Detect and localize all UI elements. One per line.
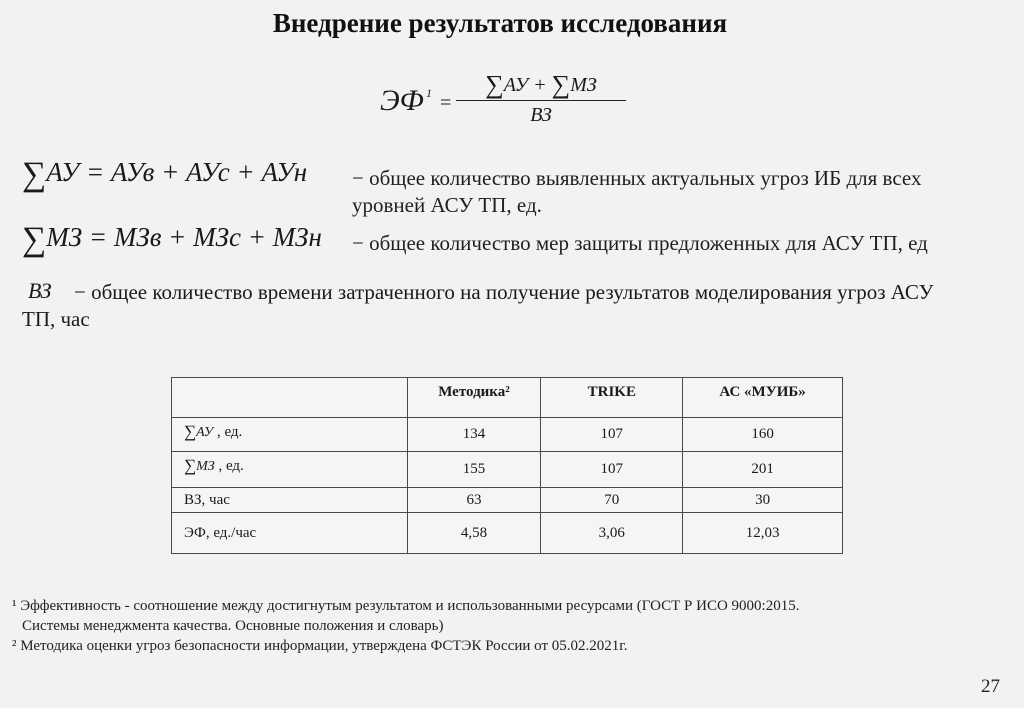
- table-row: [172, 488, 843, 513]
- table-row: [172, 513, 843, 554]
- table-row: [172, 452, 843, 488]
- vz-definition-text: − общее количество времени затраченного на получение результатов моделирования угроз АСУ ТП, час: [22, 280, 934, 331]
- table-header-cell: Методика²: [407, 378, 541, 418]
- sum-icon: ∑: [485, 70, 504, 99]
- table-cell: 30: [683, 488, 843, 513]
- mz-sum-formula-body: МЗ = МЗв + МЗс + МЗн: [46, 222, 322, 252]
- table-cell: 63: [407, 488, 541, 513]
- formula-lhs-footnote-mark: 1: [426, 86, 432, 100]
- formula-equals: =: [440, 92, 452, 114]
- row-label: ЭФ, ед./час: [172, 513, 408, 554]
- table-cell: 201: [683, 452, 843, 488]
- comparison-table: [171, 377, 843, 554]
- table-header-row: [172, 378, 843, 418]
- numerator-term-au: АУ: [503, 74, 529, 96]
- sum-icon: ∑: [184, 422, 197, 441]
- table-cell: 70: [541, 488, 683, 513]
- footnote-1-line-1: ¹ Эффективность - соотношение между достигнутым результатом и использованными ресурсами (ГОСТ Р ИСО 9000:2015.: [12, 598, 800, 614]
- footnote-2: ² Методика оценки угроз безопасности информации, утверждена ФСТЭК России от 05.02.2021г.: [12, 638, 628, 654]
- row-label: ∑АУ , ед.: [172, 418, 408, 452]
- formula-denominator: ВЗ: [530, 104, 552, 126]
- table-row: [172, 418, 843, 452]
- au-definition-line-1: − общее количество выявленных актуальных угроз ИБ для всех: [352, 166, 922, 190]
- formula-lhs: ЭФ: [380, 84, 424, 117]
- formula-numerator: [456, 70, 626, 100]
- table-header-cell: [172, 378, 408, 418]
- sum-icon: ∑: [551, 70, 571, 99]
- table-cell: 155: [407, 452, 541, 488]
- numerator-term-mz: МЗ: [570, 74, 597, 96]
- table-cell: 107: [541, 452, 683, 488]
- table-header-cell: АС «МУИБ»: [683, 378, 843, 418]
- footnotes: [12, 596, 1012, 656]
- sum-icon: ∑: [22, 221, 47, 258]
- table-cell: 134: [407, 418, 541, 452]
- table-cell: 160: [683, 418, 843, 452]
- mz-sum-formula: [22, 221, 322, 259]
- footnote-1-line-2: Системы менеджмента качества. Основные положения и словарь): [22, 618, 444, 634]
- table-cell: 107: [541, 418, 683, 452]
- efficiency-formula: [380, 70, 640, 138]
- table-header-cell: TRIKE: [541, 378, 683, 418]
- sum-icon: ∑: [184, 456, 197, 475]
- slide-title: Внедрение результатов исследования: [272, 8, 728, 38]
- row-label: ∑МЗ , ед.: [172, 452, 408, 488]
- table-cell: 4,58: [407, 513, 541, 554]
- mz-definition-text: − общее количество мер защиты предложенных для АСУ ТП, ед: [352, 231, 928, 255]
- row-label: ВЗ, час: [172, 488, 408, 513]
- page-number: 27: [981, 676, 1000, 697]
- au-sum-formula-body: АУ = АУв + АУс + АУн: [46, 157, 308, 187]
- au-definition-text: [352, 165, 921, 219]
- fraction-bar: [456, 100, 626, 101]
- numerator-plus: +: [528, 74, 552, 96]
- au-sum-formula: [22, 156, 307, 194]
- vz-symbol: ВЗ: [28, 278, 52, 303]
- table-cell: 3,06: [541, 513, 683, 554]
- table-cell: 12,03: [683, 513, 843, 554]
- sum-icon: ∑: [22, 156, 47, 193]
- au-definition-line-2: уровней АСУ ТП, ед.: [352, 193, 542, 217]
